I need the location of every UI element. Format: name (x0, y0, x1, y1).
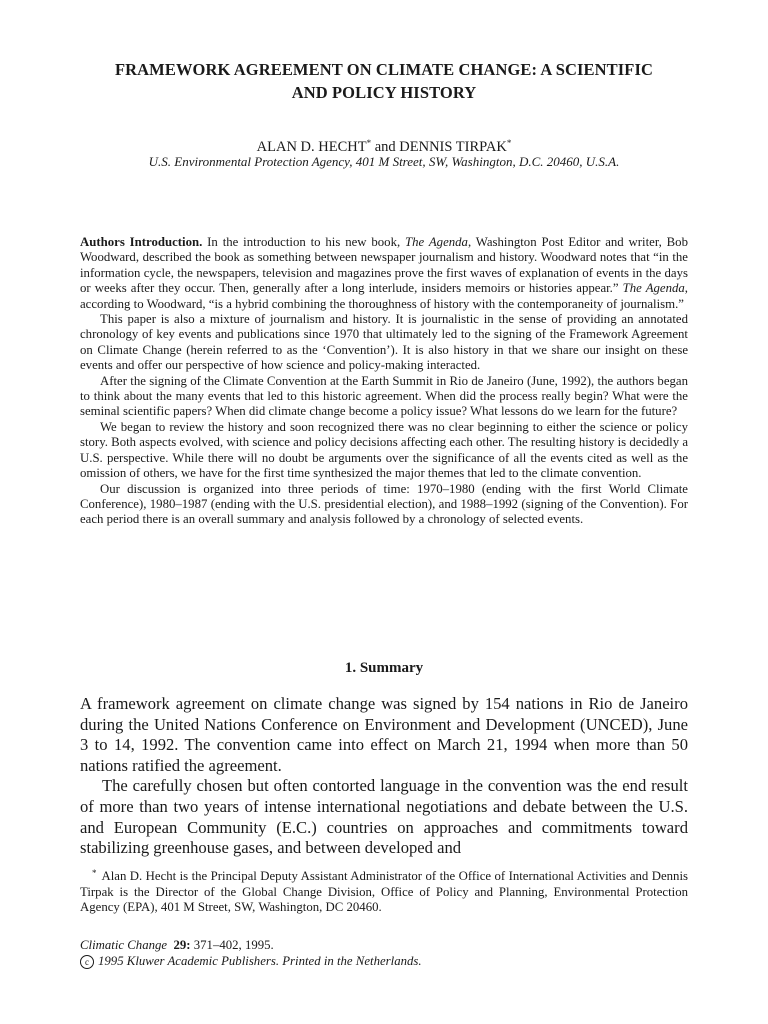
publisher-text: 1995 Kluwer Academic Publishers. Printed in the Netherlands. (98, 954, 422, 968)
citation-line (80, 937, 688, 953)
author-tirpak: and DENNIS TIRPAK (374, 139, 507, 155)
author-footnote (80, 866, 688, 916)
book-title: The Agenda (405, 235, 468, 249)
footnote-mark: * (92, 868, 97, 878)
intro-paragraph-2: This paper is also a mixture of journalism and history. It is journalistic in the sense of providing an annotated chronology of key events and publications since 1970 that ultimately led to the signing of the Framework Agreement on Climate Change (herein referred to as the ‘Convention’). It is also history in that we share our insight on these events and offer our perspective of how science and policy-making interacted. (80, 312, 688, 373)
copyright-icon: c (80, 955, 94, 969)
authors-introduction (80, 235, 688, 528)
paper-title (80, 58, 688, 104)
author-footnote-mark: * (506, 138, 512, 148)
author-hecht: ALAN D. HECHT (256, 139, 367, 155)
journal-pages: 371–402, 1995. (190, 938, 274, 952)
title-line-2: AND POLICY HISTORY (291, 83, 477, 102)
summary-body (80, 694, 688, 859)
intro-paragraph-5: Our discussion is organized into three periods of time: 1970–1980 (ending with the first World Climate Conference), 1980–1987 (ending with the U.S. presidential election), and 1988–1992 (signing of the Convention). For each period there is an overall summary and analysis followed by a chronology of selected events. (80, 481, 688, 527)
author-footnote-mark: * (366, 138, 372, 148)
affiliation: U.S. Environmental Protection Agency, 401 M Street, SW, Washington, D.C. 20460, U.S.A. (148, 154, 620, 169)
book-title: The Agenda (622, 281, 685, 296)
journal-volume: 29: (173, 938, 191, 952)
intro-text: , Washington Post Editor and writer, Bob Woodward, described the book as something between newspaper journalism and history. Woodward notes that “in the information cycle, the newspapers, television and magazines prove the first waves of explanation of events in the days or weeks after they occur. Then, generally after a long interlude, insiders memoirs or histories appear.” (80, 235, 688, 296)
summary-paragraph-1: A framework agreement on climate change was signed by 154 nations in Rio de Janeiro during the United Nations Conference on Environment and Development (UNCED), June 3 to 14, 1992. The convention came into effect on March 21, 1994 when more than 50 nations ratified the agreement. (80, 694, 688, 775)
intro-paragraph-3: After the signing of the Climate Convention at the Earth Summit in Rio de Janeiro (June, 1992), the authors began to think about the many events that led to this historic agreement. When did the process really begin? What were the seminal scientific papers? When did climate change become a policy issue? What lessons do we learn for the future? (80, 373, 688, 419)
intro-text: , according to Woodward, “is a hybrid combining the thoroughness of history with the contemporaneity of journalism.” (80, 281, 688, 311)
journal-citation (80, 937, 688, 969)
intro-text: In the introduction to his new book, (202, 235, 406, 249)
section-heading-summary: 1. Summary (344, 660, 424, 676)
intro-label: Authors Introduction. (80, 235, 203, 249)
summary-paragraph-2: The carefully chosen but often contorted language in the convention was the end result of more than two years of intense international negotiations and debate between the U.S. and European Community (E.C.) countries on approaches and commitments toward stabilizing greenhouse gases, and between developed and (80, 776, 688, 858)
intro-paragraph-4: We began to review the history and soon recognized there was no clear beginning to either the science or policy story. Both aspects evolved, with science and policy decisions affecting each other. The resulting history is decidedly a U.S. perspective. While there will no doubt be arguments over the significance of all the events cited as well as the omission of others, we have for the first time synthesized the major themes that led to the climate convention. (80, 419, 688, 481)
footnote-text: Alan D. Hecht is the Principal Deputy Assistant Administrator of the Office of International Activities and Dennis Tirpak is the Director of the Global Change Division, Office of Policy and Planning, Environmental Protection Agency (EPA), 401 M Street, SW, Washington, DC 20460. (80, 869, 688, 915)
title-line-1: FRAMEWORK AGREEMENT ON CLIMATE CHANGE: A SCIENTIFIC (114, 60, 654, 79)
copyright-line (80, 953, 688, 969)
intro-paragraph-1 (80, 235, 688, 312)
journal-name: Climatic Change (80, 938, 168, 952)
